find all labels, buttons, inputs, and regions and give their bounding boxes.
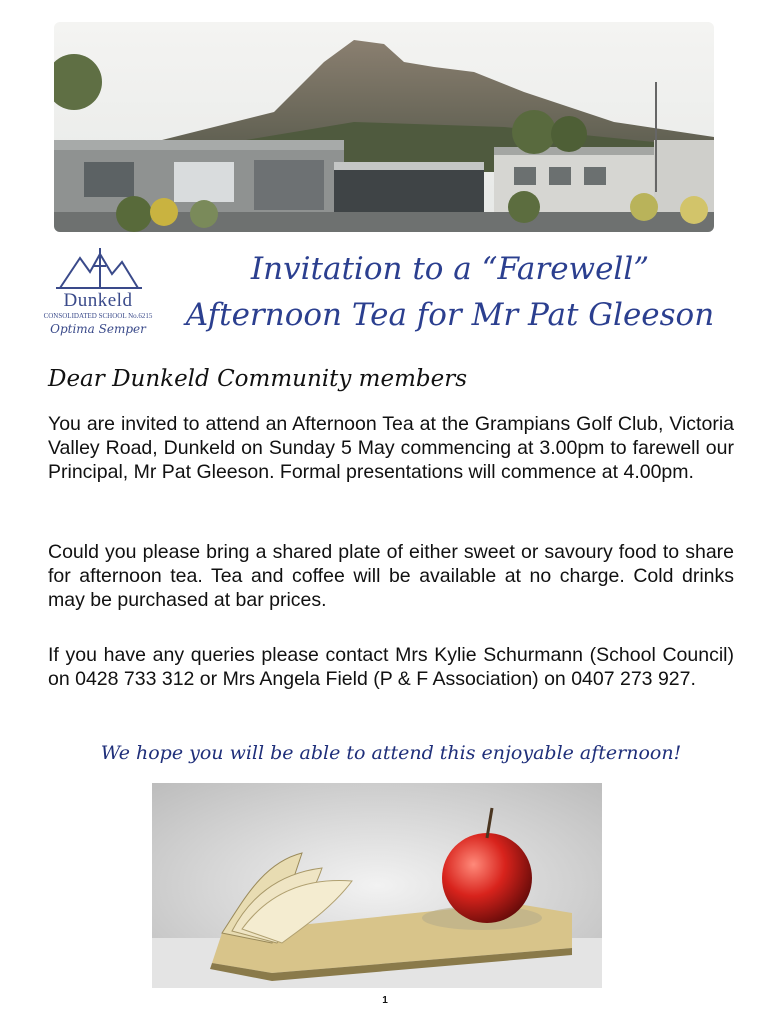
- greeting: Dear Dunkeld Community members: [48, 366, 468, 392]
- paragraph-contact: If you have any queries please contact Mrs Kylie Schurmann (School Council) on 0428 733 312 or Mrs Angela Field (P & F Association) on 0407 273 927.: [48, 644, 734, 690]
- header-photo: [54, 22, 714, 232]
- title-line-2: Afternoon Tea for Mr Pat Gleeson: [185, 297, 715, 333]
- page-title: [170, 246, 730, 338]
- school-logo: [42, 244, 154, 364]
- paragraph-invitation: You are invited to attend an Afternoon Tea at the Grampians Golf Club, Victoria Valley Road, Dunkeld on Sunday 5 May commencing at 3.00pm to farewell our Principal, Mr Pat Gleeson. Formal presentations will commence at 4.00pm.: [48, 413, 734, 483]
- closing-line: We hope you will be able to attend this enjoyable afternoon!: [100, 742, 682, 764]
- school-motto: Optima Semper: [50, 322, 146, 336]
- school-crest-icon: [42, 244, 154, 294]
- apple-and-book-photo: [152, 783, 602, 988]
- title-line-1: Invitation to a “Farewell”: [250, 251, 650, 287]
- school-name: Dunkeld: [63, 290, 133, 311]
- page-number: 1: [382, 995, 388, 1006]
- school-subtitle: CONSOLIDATED SCHOOL No.6215: [43, 312, 153, 320]
- paragraph-food: Could you please bring a shared plate of either sweet or savoury food to share for afternoon tea. Tea and coffee will be available at no charge. Cold drinks may be purchased at bar prices.: [48, 541, 734, 611]
